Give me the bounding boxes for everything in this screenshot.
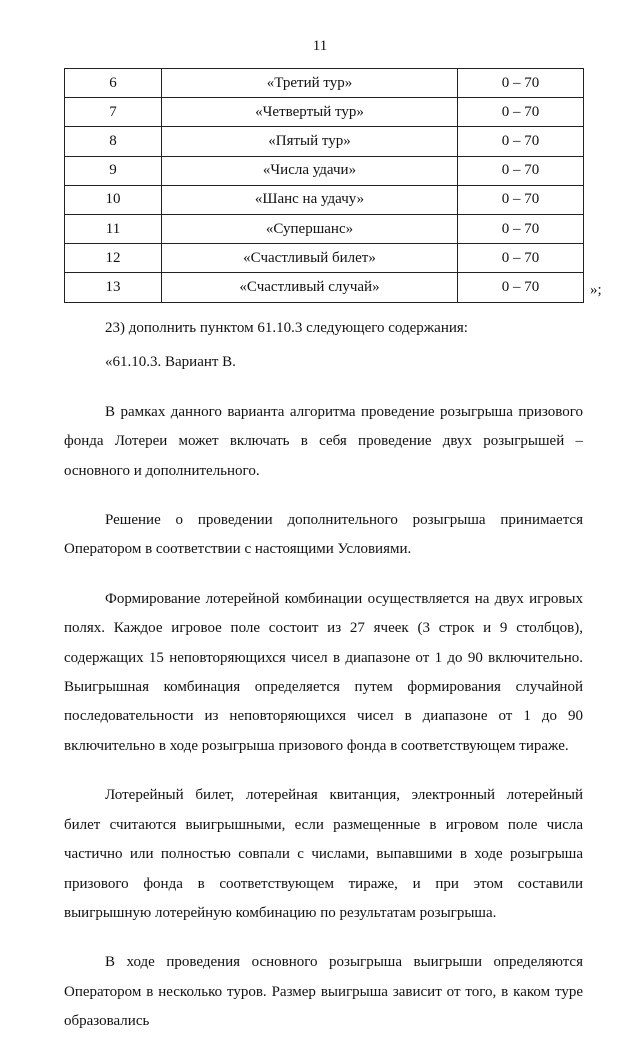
paragraph-subsection-heading: «61.10.3. Вариант В. xyxy=(105,354,236,371)
table-row xyxy=(65,156,584,185)
tour-name: «Супершанс» xyxy=(162,214,458,243)
paragraph-amendment: 23) дополнить пунктом 61.10.3 следующего содержания: xyxy=(105,320,468,336)
table-closing-punctuation: »; xyxy=(590,282,602,298)
table-row xyxy=(65,244,584,273)
value-range: 0 – 70 xyxy=(458,127,584,156)
row-number: 9 xyxy=(65,156,162,185)
row-number: 8 xyxy=(65,127,162,156)
value-range: 0 – 70 xyxy=(458,185,584,214)
value-range: 0 – 70 xyxy=(458,156,584,185)
tour-name: «Шанс на удачу» xyxy=(162,185,458,214)
value-range: 0 – 70 xyxy=(458,98,584,127)
table-row xyxy=(65,69,584,98)
page-number: 11 xyxy=(312,38,328,54)
tour-name: «Пятый тур» xyxy=(162,127,458,156)
paragraph: Формирование лотерейной комбинации осуществляется на двух игровых полях. Каждое игровое поле состоит из 27 ячеек (3 строк и 9 столбцов), содержащих 15 неповторяющихся чисел в диапазоне от 1 до 90 включительно. Выигрышная комбинация определяется путем формирования случайной последовательности из неповторяющихся чисел в диапазоне от 1 до 90 включительно в ходе розыгрыша призового фонда в соответствующем тираже. xyxy=(64,590,583,754)
body-text xyxy=(64,314,583,1057)
value-range: 0 – 70 xyxy=(458,69,584,98)
value-range: 0 – 70 xyxy=(458,244,584,273)
paragraph: В рамках данного варианта алгоритма проведение розыгрыша призового фонда Лотереи может включать в себя проведение двух розыгрышей – основного и дополнительного. xyxy=(64,403,583,479)
prize-table xyxy=(64,68,584,303)
tour-name: «Счастливый случай» xyxy=(162,273,458,302)
table-row xyxy=(65,98,584,127)
tour-name: «Четвертый тур» xyxy=(162,98,458,127)
table-row xyxy=(65,185,584,214)
paragraph: Решение о проведении дополнительного розыгрыша принимается Оператором в соответствии с настоящими Условиями. xyxy=(64,512,583,558)
row-number: 6 xyxy=(65,69,162,98)
table-row xyxy=(65,127,584,156)
tour-name: «Третий тур» xyxy=(162,69,458,98)
tour-name: «Числа удачи» xyxy=(162,156,458,185)
table-row xyxy=(65,214,584,243)
row-number: 12 xyxy=(65,244,162,273)
table-row xyxy=(65,273,584,302)
paragraph: Лотерейный билет, лотерейная квитанция, электронный лотерейный билет считаются выигрышными, если размещенные в игровом поле числа частично или полностью совпали с числами, выпавшими в ходе розыгрыша призового фонда в соответствующем тираже, и при этом составили выигрышную лотерейную комбинацию по результатам розыгрыша. xyxy=(64,787,583,921)
row-number: 10 xyxy=(65,185,162,214)
tour-name: «Счастливый билет» xyxy=(162,244,458,273)
value-range: 0 – 70 xyxy=(458,214,584,243)
row-number: 7 xyxy=(65,98,162,127)
paragraph: В ходе проведения основного розыгрыша выигрыши определяются Оператором в несколько туров. Размер выигрыша зависит от того, в каком туре образовались xyxy=(64,954,583,1030)
row-number: 13 xyxy=(65,273,162,302)
value-range: 0 – 70 xyxy=(458,273,584,302)
row-number: 11 xyxy=(65,214,162,243)
